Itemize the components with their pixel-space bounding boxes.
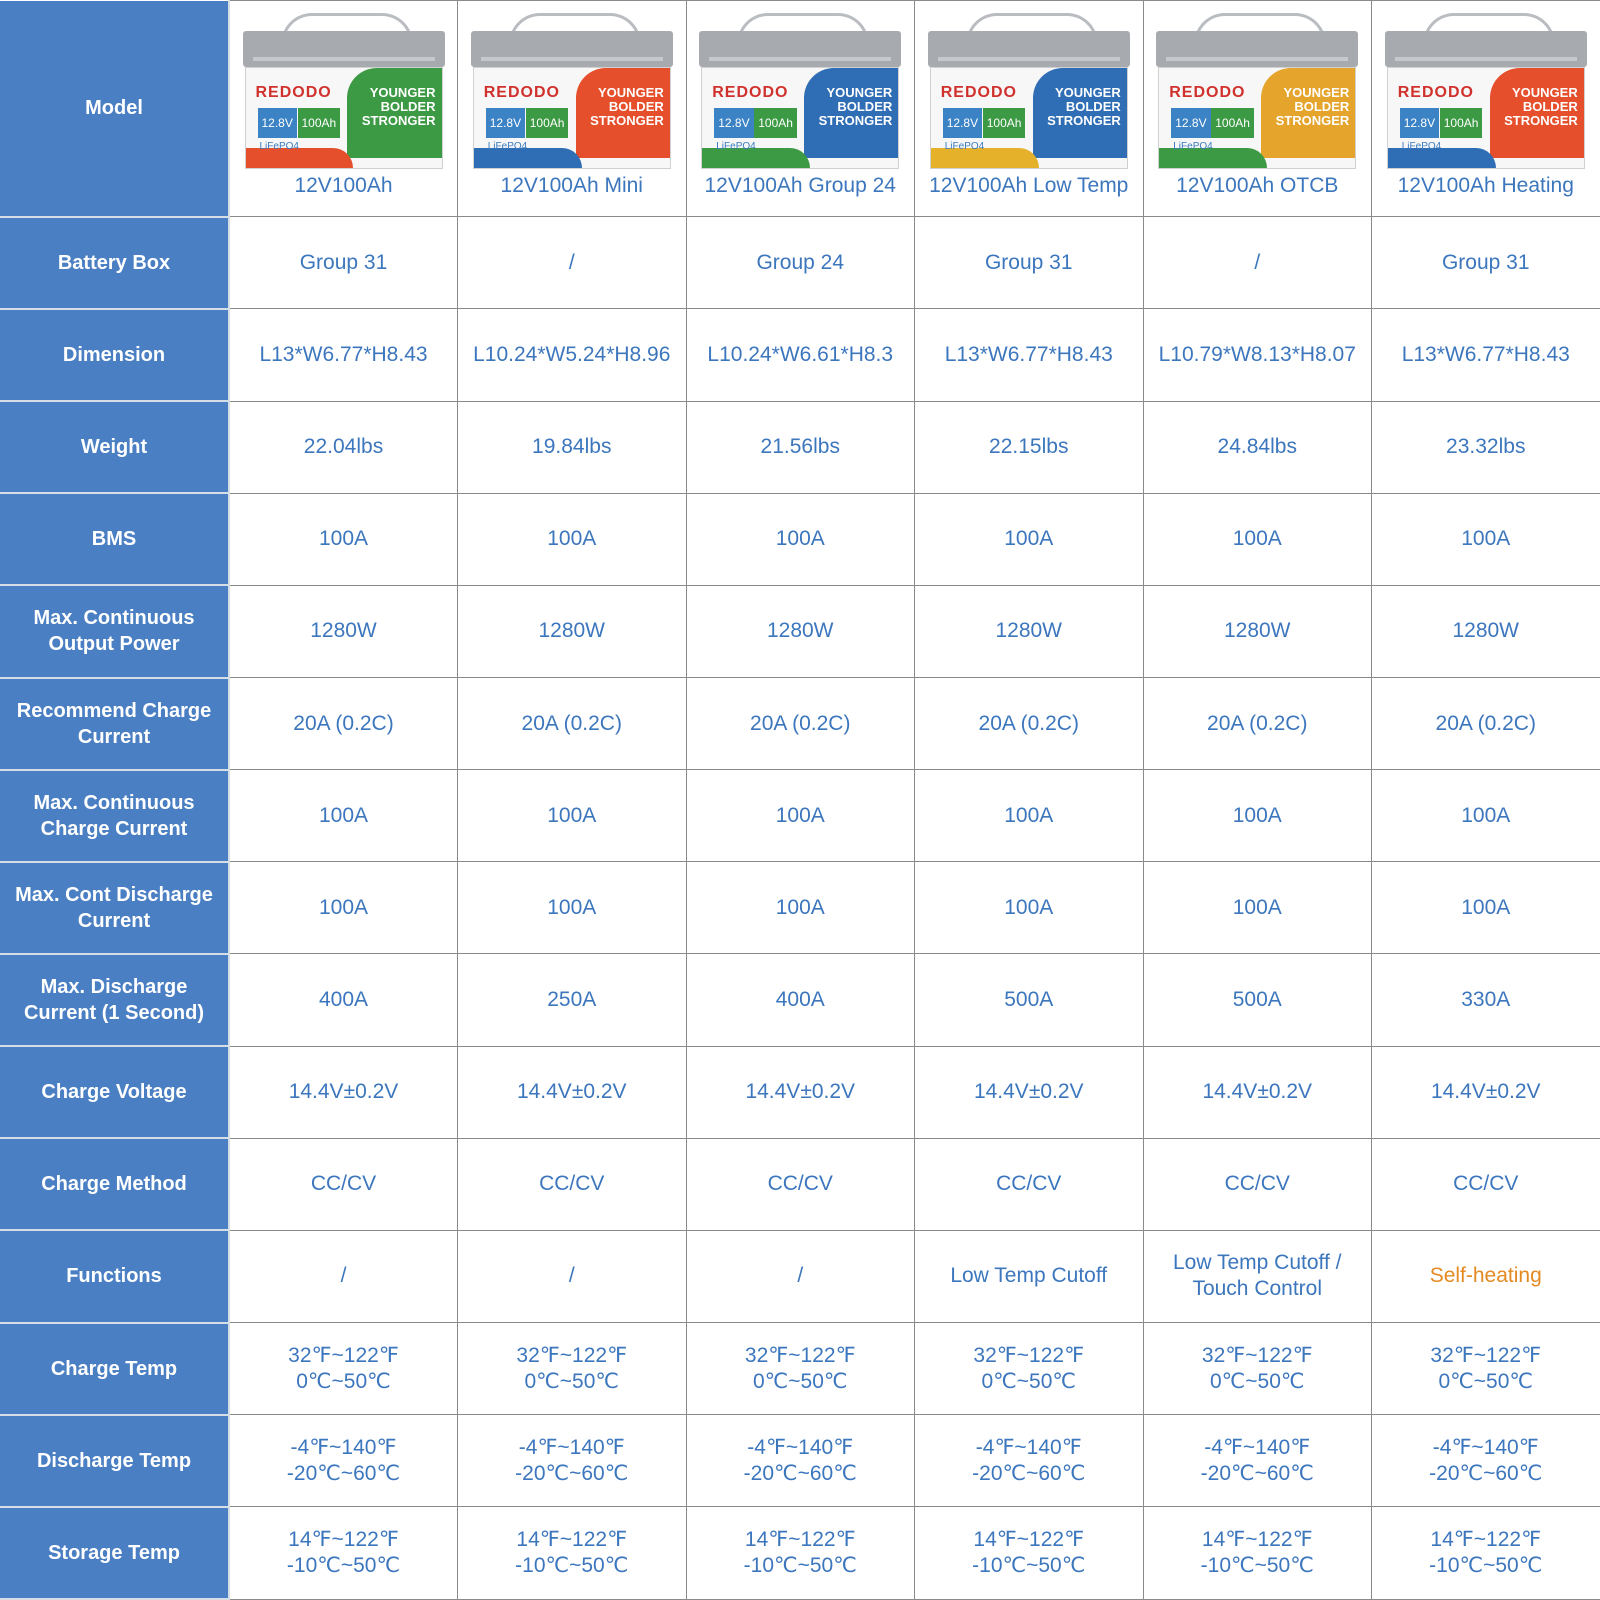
spec-value-cell: 14.4V±0.2V [1372,1046,1600,1138]
spec-value-cell: / [1143,217,1372,309]
capacity-badge: 100Ah [1211,108,1254,138]
spec-value-cell: 32℉~122℉ 0℃~50℃ [458,1323,687,1415]
spec-row [0,309,1600,401]
model-cell [1143,1,1372,217]
spec-value-cell: 1280W [1372,585,1600,677]
battery-product-image [1383,9,1589,169]
battery-lid [1156,31,1358,67]
spec-value-cell: 1280W [915,585,1144,677]
spec-value-cell: -4℉~140℉ -20℃~60℃ [686,1415,915,1507]
spec-value-cell: L10.24*W6.61*H8.3 [686,309,915,401]
spec-value-cell: / [458,1230,687,1322]
voltage-badge: 12.8V [258,108,297,138]
spec-value-cell: 100A [915,862,1144,954]
spec-row [0,954,1600,1046]
spec-value-cell: 330A [1372,954,1600,1046]
spec-value-cell: 1280W [1143,585,1372,677]
model-name: 12V100Ah [294,174,393,197]
voltage-badge: 12.8V [486,108,525,138]
spec-value-cell: 100A [1372,770,1600,862]
battery-body [701,67,899,169]
spec-value-cell: 100A [229,493,458,585]
row-header: BMS [0,493,229,585]
battery-lid [243,31,445,67]
slogan-line: BOLDER [1065,99,1121,114]
spec-value-cell: 32℉~122℉ 0℃~50℃ [915,1323,1144,1415]
spec-value-cell: L13*W6.77*H8.43 [1372,309,1600,401]
spec-value-cell: 32℉~122℉ 0℃~50℃ [229,1323,458,1415]
spec-value-cell: 14.4V±0.2V [915,1046,1144,1138]
spec-value-cell: -4℉~140℉ -20℃~60℃ [1372,1415,1600,1507]
spec-value-cell: 100A [458,493,687,585]
battery-product-image [241,9,447,169]
spec-value-cell: 22.15lbs [915,401,1144,493]
model-cell [229,1,458,217]
brand-logo: REDODO [1397,84,1474,101]
spec-value-cell: 14℉~122℉ -10℃~50℃ [915,1507,1144,1599]
spec-value-cell: Self-heating [1372,1230,1600,1322]
model-name: 12V100Ah Low Temp [929,174,1129,197]
spec-value-cell: 23.32lbs [1372,401,1600,493]
row-header: Storage Temp [0,1507,229,1599]
slogan-line: STRONGER [1047,113,1121,128]
chemistry-label: LiFePO4 [1173,141,1213,152]
spec-value-cell: 250A [458,954,687,1046]
spec-row [0,1323,1600,1415]
spec-value-cell: 400A [229,954,458,1046]
spec-value-cell: Group 31 [915,217,1144,309]
spec-value-cell: 32℉~122℉ 0℃~50℃ [1372,1323,1600,1415]
battery-product-image [697,9,903,169]
row-header: Max. Continuous Output Power [0,585,229,677]
slogan-line: STRONGER [590,113,664,128]
slogan-line: BOLDER [380,99,436,114]
spec-value-cell: 100A [1143,862,1372,954]
brand-logo: REDODO [1169,84,1246,101]
spec-value-cell: 19.84lbs [458,401,687,493]
spec-value-cell: 1280W [686,585,915,677]
row-header: Charge Voltage [0,1046,229,1138]
row-header: Dimension [0,309,229,401]
chemistry-label: LiFePO4 [944,141,985,152]
spec-value-cell: 14℉~122℉ -10℃~50℃ [1372,1507,1600,1599]
slogan-line: BOLDER [1294,99,1350,114]
spec-value-cell: 500A [1143,954,1372,1046]
spec-value-cell: 1280W [458,585,687,677]
spec-value-cell: CC/CV [1372,1138,1600,1230]
spec-value-cell: 100A [686,770,915,862]
spec-value-cell: Group 31 [1372,217,1600,309]
capacity-badge: 100Ah [754,108,797,138]
capacity-badge: 100Ah [298,108,341,138]
spec-row [0,217,1600,309]
spec-value-cell: 100A [458,770,687,862]
battery-body [1158,67,1356,169]
spec-value-cell: 32℉~122℉ 0℃~50℃ [1143,1323,1372,1415]
slogan-line: STRONGER [361,113,436,128]
spec-value-cell: 14℉~122℉ -10℃~50℃ [458,1507,687,1599]
spec-value-cell: 400A [686,954,915,1046]
spec-value-cell: 100A [229,862,458,954]
spec-value-cell: 100A [686,493,915,585]
model-name: 12V100Ah Mini [500,174,643,197]
chemistry-label: LiFePO4 [259,141,299,152]
model-cell [1372,1,1600,217]
model-name: 12V100Ah Group 24 [704,174,896,197]
spec-value-cell: / [229,1230,458,1322]
battery-product-image [926,9,1132,169]
spec-value-cell: 14.4V±0.2V [229,1046,458,1138]
spec-value-cell: 14.4V±0.2V [686,1046,915,1138]
slogan-text [1259,86,1349,128]
model-cell [458,1,687,217]
slogan-line: STRONGER [1275,113,1350,128]
battery-body [245,67,443,169]
spec-row [0,862,1600,954]
spec-row [0,678,1600,770]
row-header: Functions [0,1230,229,1322]
spec-value-cell: L10.79*W8.13*H8.07 [1143,309,1372,401]
spec-value-cell: CC/CV [229,1138,458,1230]
brand-logo: REDODO [483,84,560,101]
spec-row [0,1138,1600,1230]
spec-value-cell: L13*W6.77*H8.43 [229,309,458,401]
spec-value-cell: 100A [458,862,687,954]
spec-value-cell: Group 31 [229,217,458,309]
spec-value-cell: 100A [229,770,458,862]
slogan-line: STRONGER [1504,113,1578,128]
slogan-text [1488,86,1578,128]
spec-value-cell: -4℉~140℉ -20℃~60℃ [229,1415,458,1507]
slogan-line: YOUNGER [598,85,664,100]
chemistry-label: LiFePO4 [487,141,528,152]
slogan-line: BOLDER [837,99,893,114]
spec-value-cell: 32℉~122℉ 0℃~50℃ [686,1323,915,1415]
battery-lid [471,31,673,67]
spec-value-cell: 24.84lbs [1143,401,1372,493]
row-header-model: Model [0,1,229,217]
row-header: Max. Cont Discharge Current [0,862,229,954]
spec-row [0,1046,1600,1138]
slogan-line: STRONGER [818,113,893,128]
spec-value-cell: 14.4V±0.2V [458,1046,687,1138]
battery-product-image [469,9,675,169]
spec-value-cell: 100A [686,862,915,954]
spec-value-cell: 14℉~122℉ -10℃~50℃ [229,1507,458,1599]
spec-value-cell: 100A [915,493,1144,585]
chemistry-label: LiFePO4 [1401,141,1442,152]
spec-value-cell: 100A [1143,770,1372,862]
spec-value-cell: -4℉~140℉ -20℃~60℃ [1143,1415,1372,1507]
brand-logo: REDODO [712,84,789,101]
spec-value-cell: / [686,1230,915,1322]
row-header: Charge Temp [0,1323,229,1415]
voltage-badge: 12.8V [1400,108,1439,138]
spec-value-cell: 22.04lbs [229,401,458,493]
slogan-text [802,86,892,128]
spec-table-body [0,1,1600,1600]
slogan-line: YOUNGER [1055,85,1121,100]
row-header: Weight [0,401,229,493]
slogan-text [346,86,436,128]
spec-value-cell: L10.24*W5.24*H8.96 [458,309,687,401]
battery-lid [928,31,1130,67]
spec-value-cell: Low Temp Cutoff [915,1230,1144,1322]
capacity-badge: 100Ah [983,108,1026,138]
row-header: Charge Method [0,1138,229,1230]
battery-body [930,67,1128,169]
spec-row [0,1507,1600,1599]
spec-value-cell: 100A [1372,862,1600,954]
spec-value-cell: 14℉~122℉ -10℃~50℃ [686,1507,915,1599]
spec-value-cell: CC/CV [1143,1138,1372,1230]
spec-value-cell: 14.4V±0.2V [1143,1046,1372,1138]
spec-value-cell: 20A (0.2C) [915,678,1144,770]
row-header: Battery Box [0,217,229,309]
spec-value-cell: Low Temp Cutoff / Touch Control [1143,1230,1372,1322]
chemistry-label: LiFePO4 [716,141,756,152]
slogan-line: BOLDER [608,99,664,114]
battery-lid [699,31,901,67]
row-header: Max. Continuous Charge Current [0,770,229,862]
model-cell [915,1,1144,217]
model-name: 12V100Ah Heating [1397,174,1574,197]
slogan-line: YOUNGER [826,85,893,100]
spec-row [0,401,1600,493]
spec-value-cell: L13*W6.77*H8.43 [915,309,1144,401]
spec-value-cell: 20A (0.2C) [458,678,687,770]
spec-value-cell: 100A [1143,493,1372,585]
spec-value-cell: Group 24 [686,217,915,309]
voltage-badge: 12.8V [714,108,753,138]
spec-value-cell: 100A [1372,493,1600,585]
spec-value-cell: 1280W [229,585,458,677]
capacity-badge: 100Ah [1440,108,1483,138]
spec-value-cell: -4℉~140℉ -20℃~60℃ [458,1415,687,1507]
battery-body [473,67,671,169]
spec-value-cell: 20A (0.2C) [229,678,458,770]
slogan-text [1031,86,1121,128]
spec-value-cell: 20A (0.2C) [686,678,915,770]
spec-value-cell: CC/CV [686,1138,915,1230]
spec-value-cell: 500A [915,954,1144,1046]
spec-value-cell: CC/CV [458,1138,687,1230]
battery-body [1387,67,1585,169]
spec-row [0,1415,1600,1507]
spec-value-cell: 14℉~122℉ -10℃~50℃ [1143,1507,1372,1599]
spec-row [0,585,1600,677]
slogan-line: YOUNGER [1283,85,1350,100]
model-name: 12V100Ah OTCB [1176,174,1339,197]
spec-value-cell: CC/CV [915,1138,1144,1230]
capacity-badge: 100Ah [526,108,569,138]
model-cell [686,1,915,217]
spec-value-cell: 100A [915,770,1144,862]
brand-logo: REDODO [940,84,1017,101]
spec-value-cell: 20A (0.2C) [1143,678,1372,770]
slogan-line: YOUNGER [369,85,436,100]
spec-value-cell: -4℉~140℉ -20℃~60℃ [915,1415,1144,1507]
model-row [0,1,1600,217]
spec-value-cell: / [458,217,687,309]
spec-value-cell: 20A (0.2C) [1372,678,1600,770]
voltage-badge: 12.8V [1171,108,1210,138]
spec-value-cell: 21.56lbs [686,401,915,493]
brand-logo: REDODO [255,84,332,101]
slogan-line: YOUNGER [1512,85,1578,100]
battery-product-image [1154,9,1360,169]
row-header: Max. Discharge Current (1 Second) [0,954,229,1046]
spec-row [0,770,1600,862]
voltage-badge: 12.8V [943,108,982,138]
row-header: Recommend Charge Current [0,678,229,770]
row-header: Discharge Temp [0,1415,229,1507]
battery-lid [1385,31,1587,67]
spec-row [0,1230,1600,1322]
spec-row [0,493,1600,585]
slogan-line: BOLDER [1522,99,1578,114]
slogan-text [574,86,664,128]
